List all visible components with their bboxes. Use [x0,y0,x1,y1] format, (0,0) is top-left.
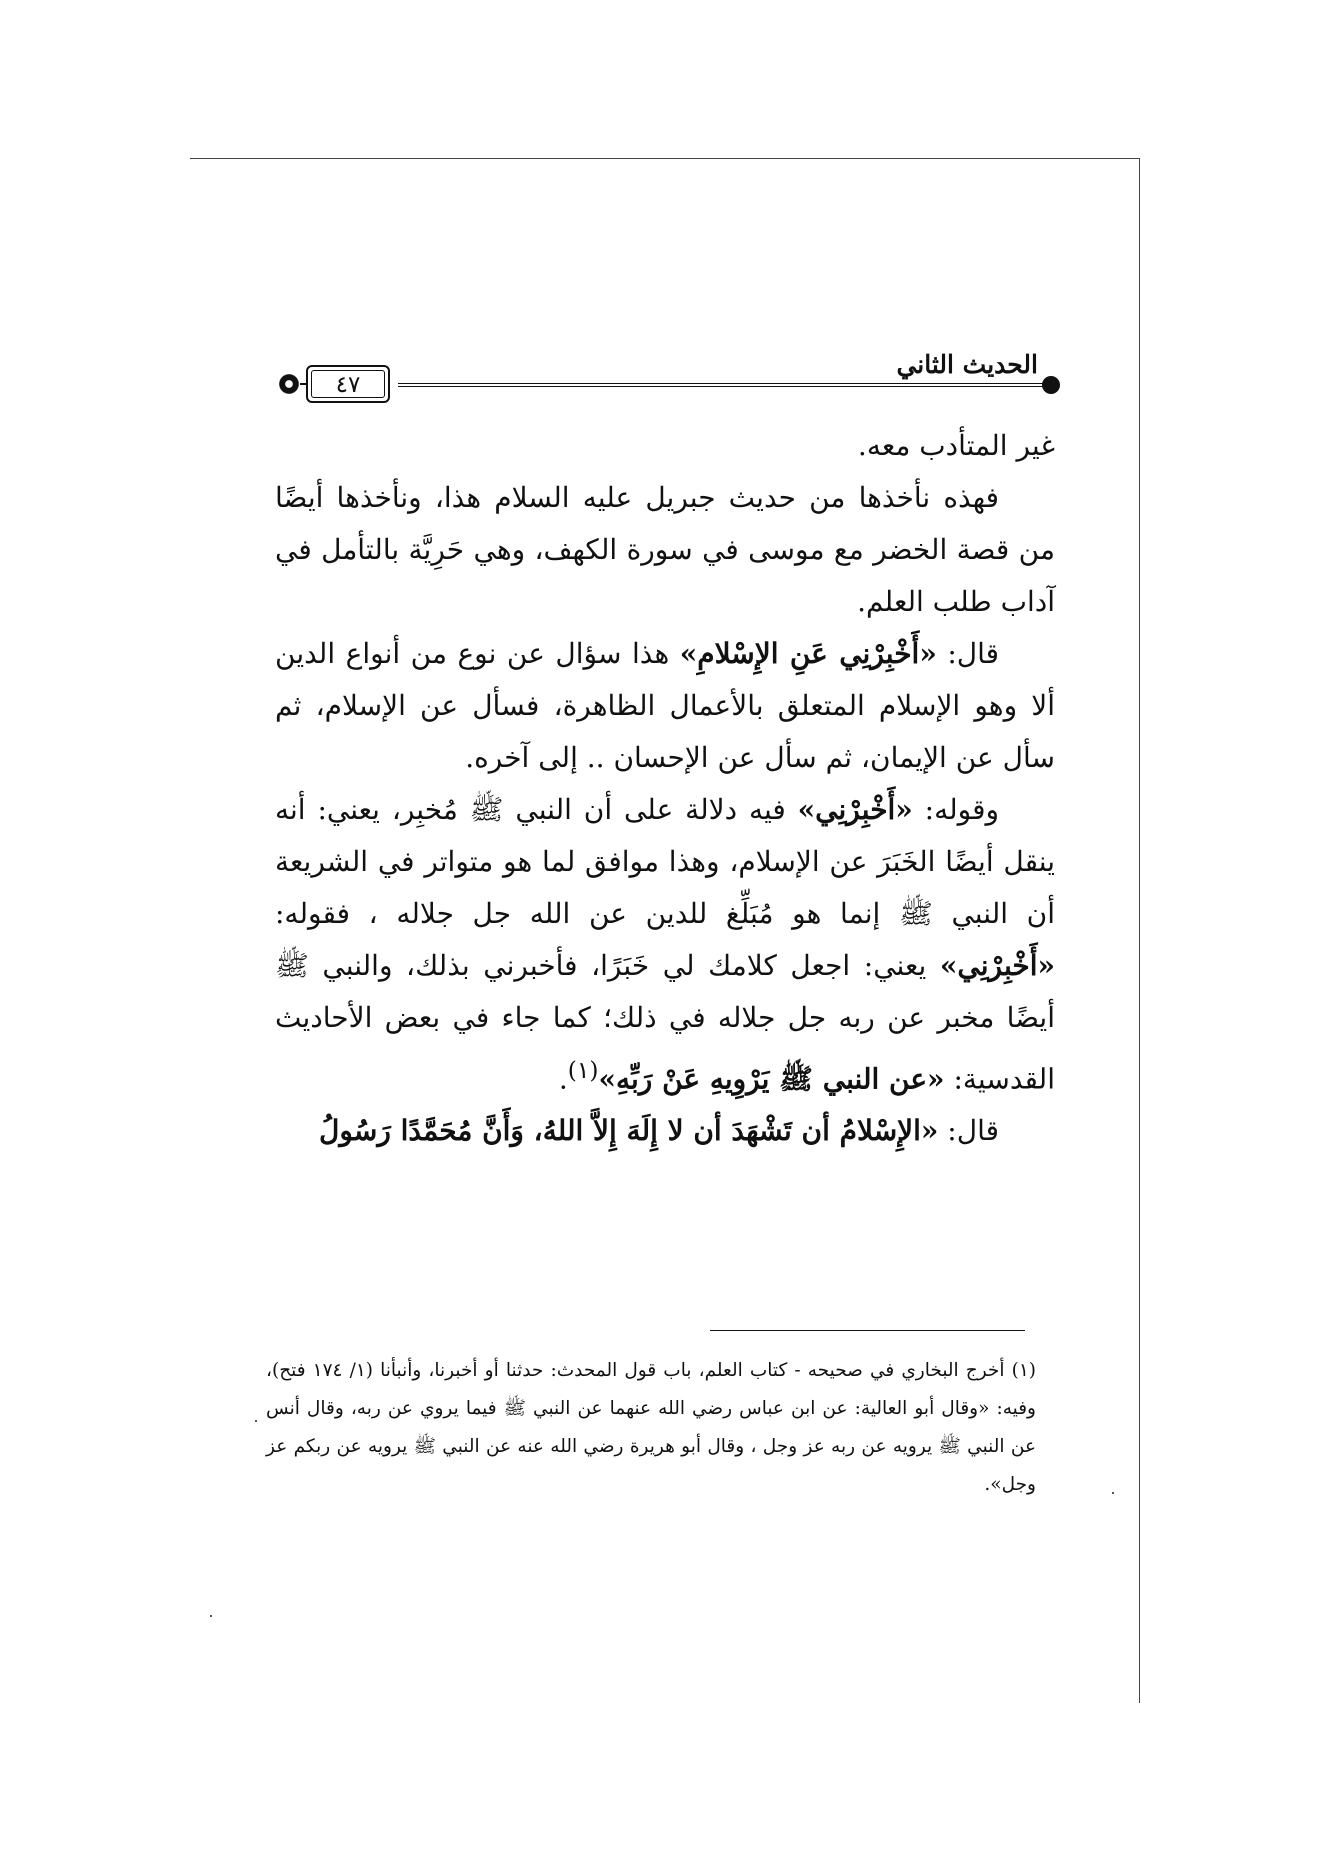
paragraph-4-lead: وقوله: [912,793,999,826]
paragraph-2: فهذه نأخذها من حديث جبريل عليه السلام هذا، ونأخذها أيضًا من قصة الخضر مع موسى في سورة الكهف، وهي حَرِيَّة بالتأمل في آداب طلب العلم. [275,481,1055,618]
crop-line-right [1139,158,1140,1703]
hadith-quote: «أَخْبِرْنِي» [939,949,1055,982]
hadith-quote: «الإِسْلامُ أن تَشْهَدَ أن لا إِلَهَ إِلاَّ اللهُ، وَأَنَّ مُحَمَّدًا رَسُولُ [319,1114,939,1148]
paragraph-5 [275,1105,1055,1157]
paragraph-1: غير المتأدب معه. [857,429,1055,462]
paragraph-5-lead: قال: [938,1114,999,1148]
page-number: ٤٧ [306,365,390,403]
bullet-icon [1042,376,1060,394]
main-text [275,420,1055,1157]
header-rule [398,383,1048,387]
scan-speck [210,1615,212,1617]
paragraph-3 [275,628,1055,784]
chapter-title: الحديث الثاني [896,350,1038,379]
page-header [270,350,1060,410]
footnote-ref: (١) [567,1056,599,1084]
footnote-separator [710,1330,1025,1331]
scan-speck [1112,1492,1114,1494]
hadith-quote: «أَخْبِرْنِي عَنِ الإِسْلامِ» [679,637,937,670]
paragraph-4-text: يعني: اجعل كلامك لي خَبَرًا، فأخبرني بذلك، والنبي ﷺ أيضًا مخبر عن ربه جل جلاله في ذلك؛ كما جاء في بعض الأحاديث القدسية: [275,949,1055,1096]
scan-speck [255,1420,257,1422]
hadith-quote: «أَخْبِرْنِي» [797,793,913,826]
crop-line-top [190,158,1140,159]
paragraph-4 [275,784,1055,1105]
footnote [266,1352,1036,1504]
paragraph-4-text: فيه دلالة على أن النبي ﷺ مُخبِر، يعني: أنه ينقل أيضًا الخَبَرَ عن الإسلام، وهذا موافق لما هو متواتر في الشريعة أن النبي ﷺ إنما هو مُبَلِّغ للدين عن الله جل جلاله ، فقوله: [275,793,1055,930]
paragraph-3-lead: قال: [936,637,1000,670]
footnote-text: (١) أخرج البخاري في صحيحه - كتاب العلم، باب قول المحدث: حدثنا أو أخبرنا، وأنبأنا (١/ ١٧٤ فتح)، وفيه: «وقال أبو العالية: عن ابن عباس رضي الله عنهما عن النبي ﷺ فيما يروي عن ربه، وقال أنس عن النبي ﷺ يرويه عن ربه عز وجل ، وقال أبو هريرة رضي الله عنه عن النبي ﷺ يرويه عن ربكم عز وجل». [266,1360,1036,1495]
paragraph-4-end: . [558,1062,568,1096]
paragraph-3-rest: هذا سؤال عن نوع من أنواع الدين ألا وهو الإسلام المتعلق بالأعمال الظاهرة، فسأل عن الإسلام، ثم سأل عن الإيمان، ثم سأل عن الإحسان .. إلى آخره. [275,637,1055,774]
ornament-icon [276,373,302,395]
hadith-quote: «عن النبي ﷺ يَرْوِيهِ عَنْ رَبِّهِ» [598,1062,945,1096]
